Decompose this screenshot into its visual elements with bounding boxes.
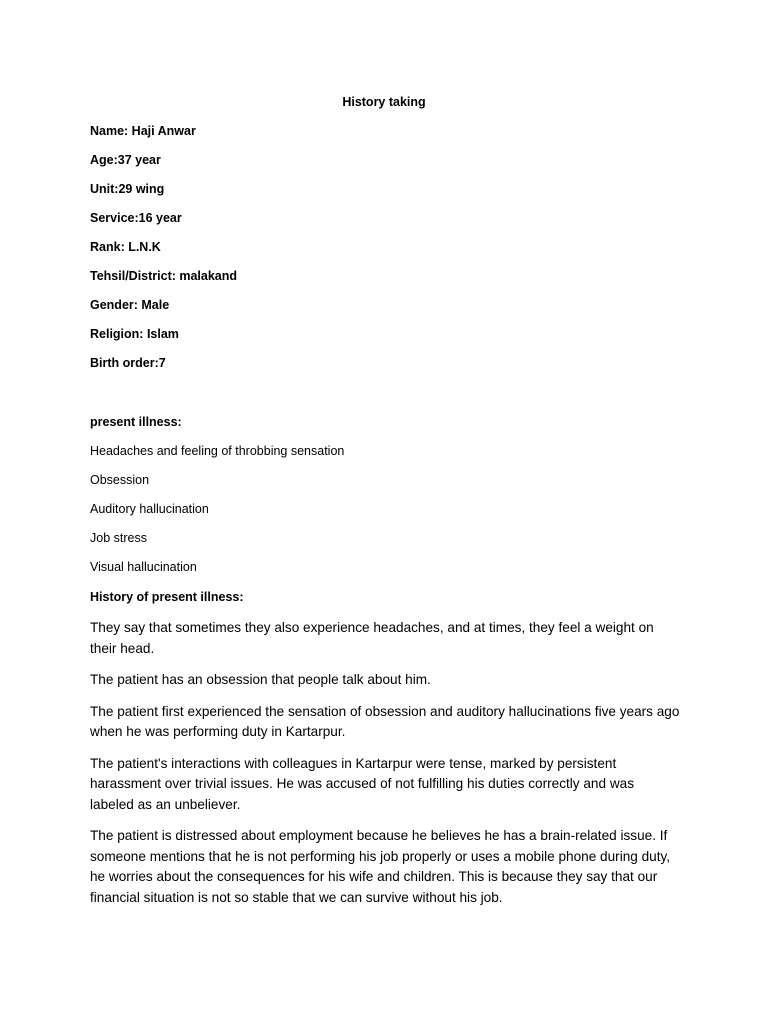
symptom-item: Auditory hallucination [90,502,209,516]
history-paragraph: The patient is distressed about employment because he believes he has a brain-related issue. If someone mentions that he is not performing his job properly or uses a mobile phone during duty, he worries about the consequences for his wife and children. This is because they say that our financial situation is not so stable that we can survive without his job. [90,828,671,905]
field-service: Service:16 year [90,211,182,225]
history-paragraph: The patient's interactions with colleagues in Kartarpur were tense, marked by persistent harassment over trivial issues. He was accused of not fulfilling his duties correctly and was labeled as an unbeliever. [90,755,634,812]
history-paragraph: The patient has an obsession that people talk about him. [90,672,431,687]
symptom-item: Headaches and feeling of throbbing sensation [90,444,345,458]
history-paragraphs [90,618,680,919]
field-tehsil-district: Tehsil/District: malakand [90,269,238,283]
field-name: Name: Haji Anwar [90,124,196,138]
field-gender: Gender: Male [90,298,170,312]
patient-details [90,122,237,383]
history-paragraph: The patient first experienced the sensation of obsession and auditory hallucinations five years ago when he was performing duty in Kartarpur. [90,703,680,739]
field-unit: Unit:29 wing [90,182,165,196]
symptom-item: Job stress [90,531,147,545]
history-paragraph: They say that sometimes they also experience headaches, and at times, they feel a weight on their head. [90,620,654,656]
history-heading: History of present illness: [90,590,244,604]
symptom-item: Visual hallucination [90,560,197,574]
field-birth-order: Birth order:7 [90,356,166,370]
field-religion: Religion: Islam [90,327,179,341]
symptom-item: Obsession [90,473,150,487]
present-illness-list [90,442,344,587]
field-age: Age:37 year [90,153,161,167]
field-rank: Rank: L.N.K [90,240,161,254]
present-illness-heading: present illness: [90,415,182,429]
document-title: History taking [342,95,426,109]
